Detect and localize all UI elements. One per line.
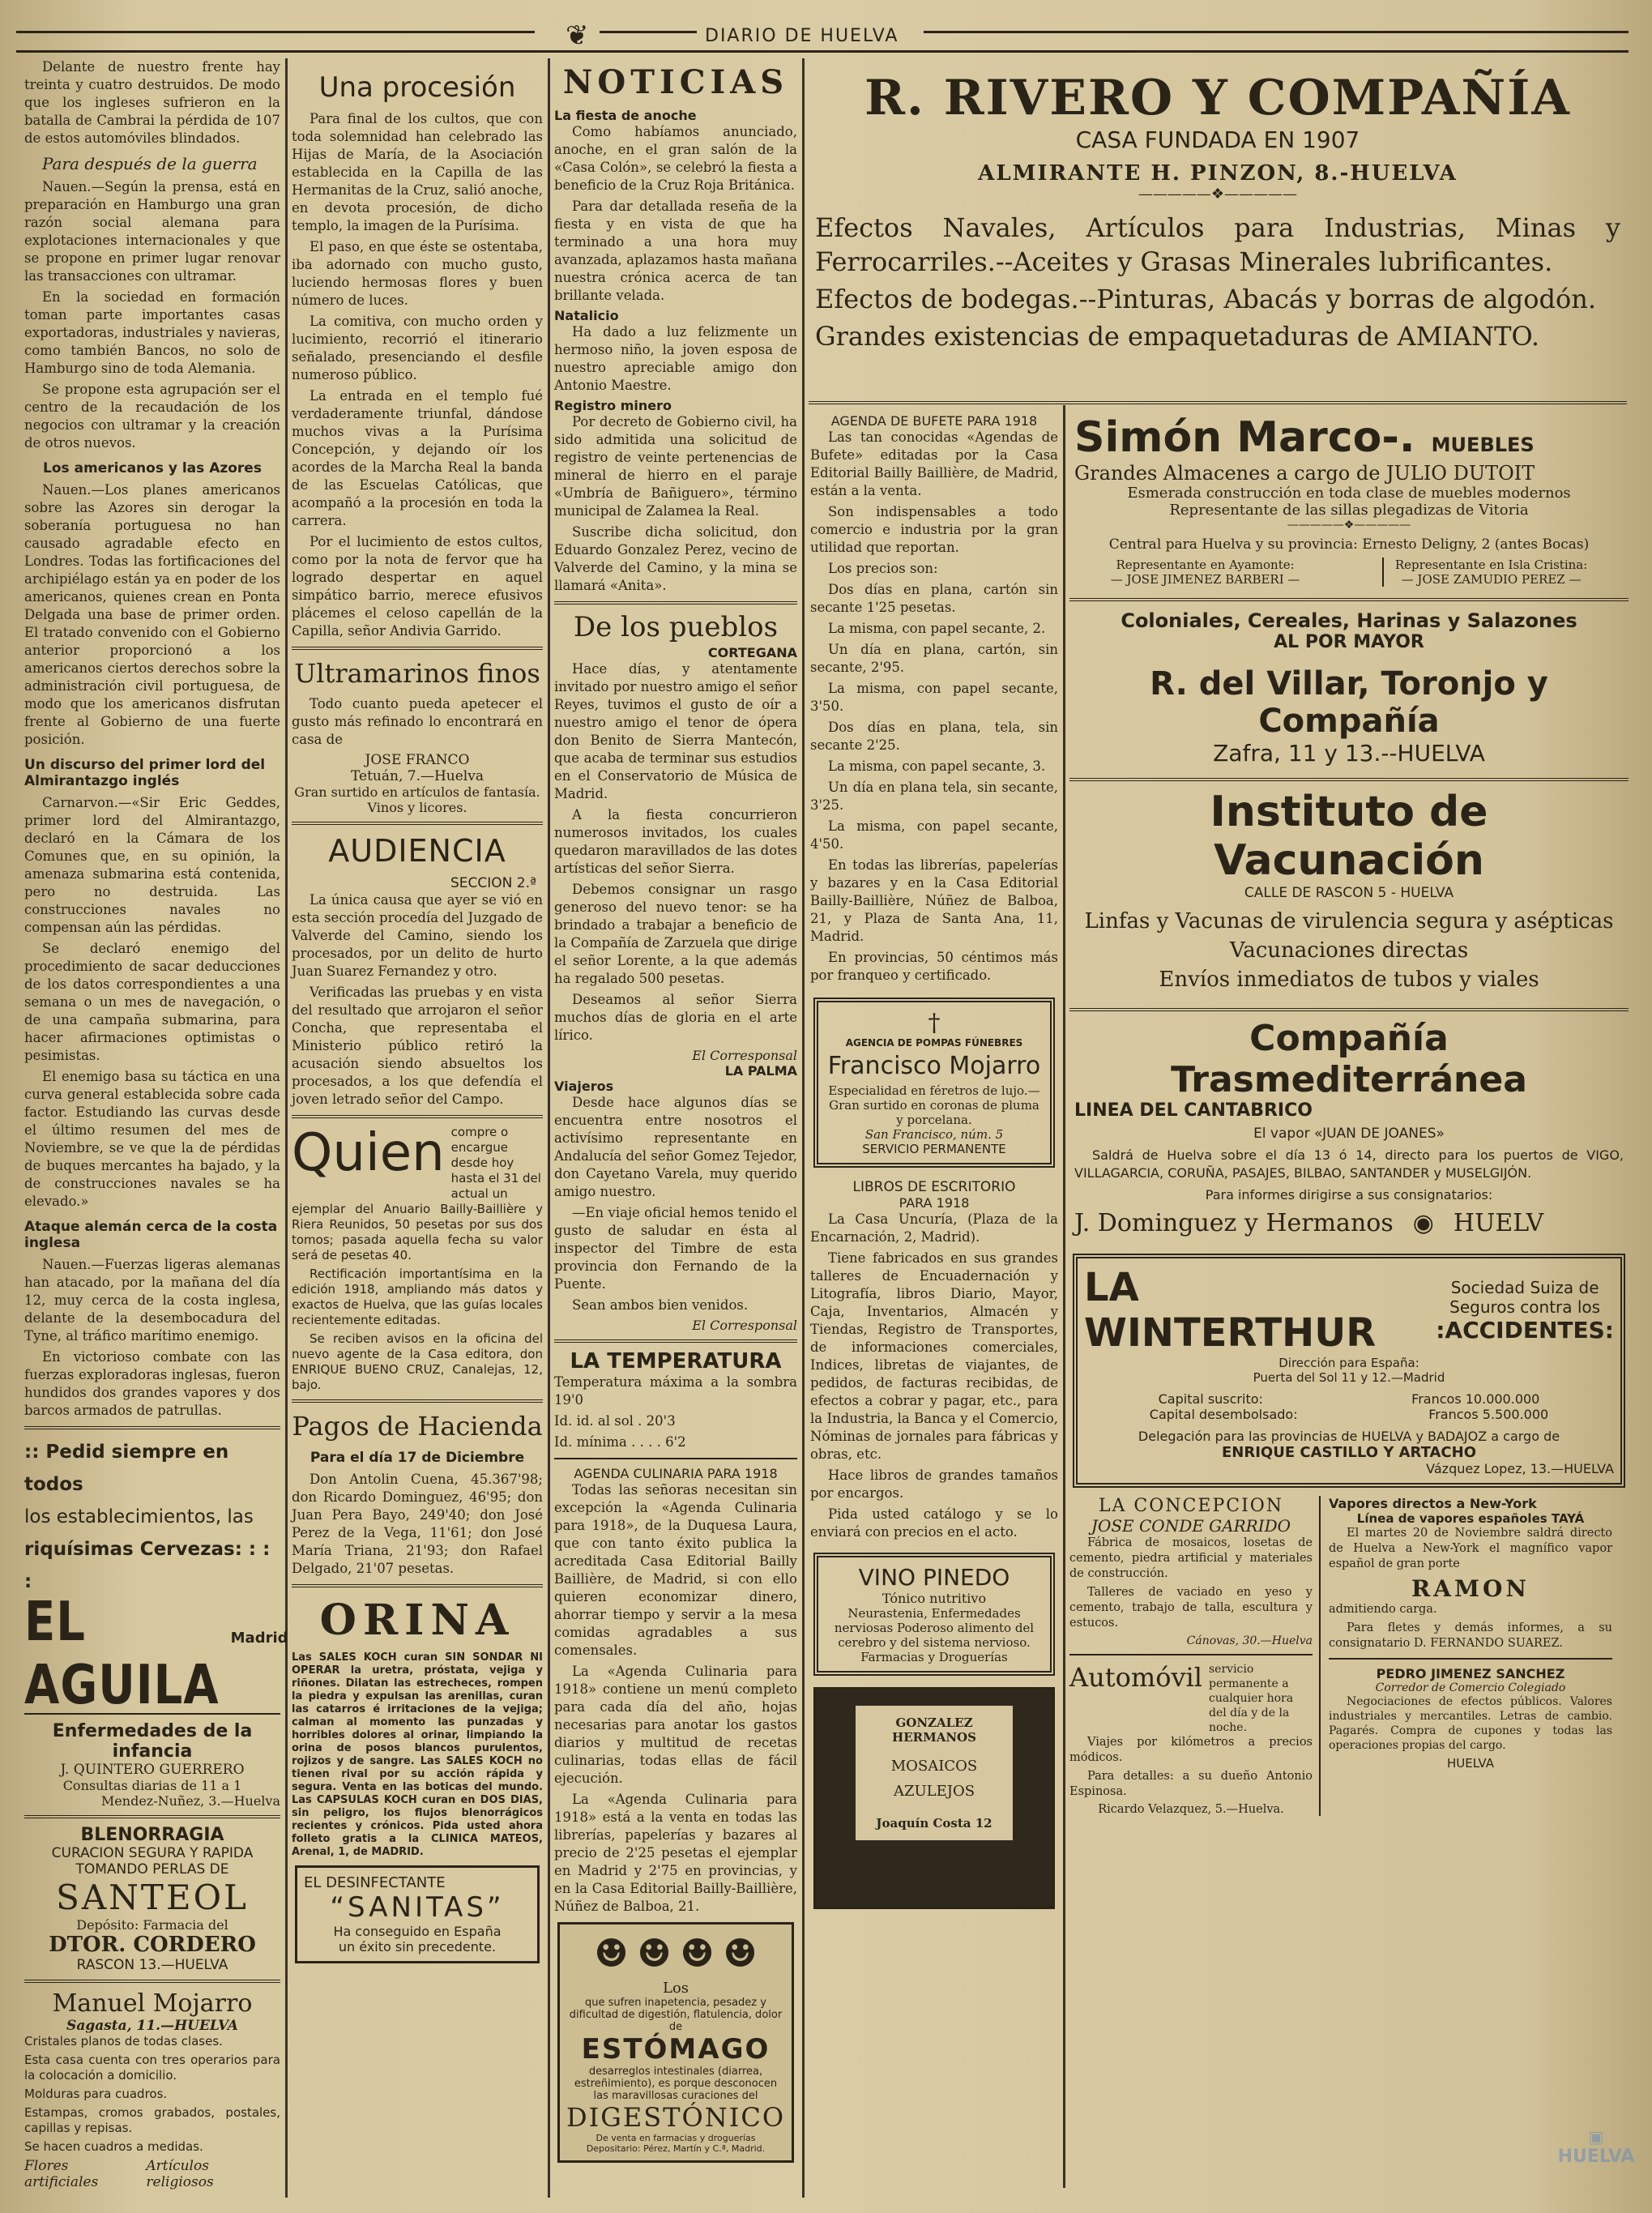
ad-mojarro-line: Estampas, cromos grabados, postales, capillas y repisas. <box>24 2105 280 2135</box>
byline: El Corresponsal <box>692 1318 797 1333</box>
ad-jimenez-sub: Corredor de Comercio Colegiado <box>1375 1681 1566 1694</box>
ad-simon-title: Simón Marco-. <box>1074 413 1415 462</box>
ad-vacunacion-title: Instituto de Vacunación <box>1210 788 1488 885</box>
paragraph: La entrada en el templo fué verdaderamente triunfal, dándose muchos vivas a la Purísima Concepción, y dejando oír los acordes de la Marcha Real la banda de las Escuelas Católicas, que acompañó a la procesión en toda la carrera. <box>292 388 543 528</box>
subheadline: Para el día 17 de Diciembre <box>309 1450 525 1466</box>
ad-digestonico-big: ESTÓMAGO <box>581 2033 771 2066</box>
ad-trasmediterranea-line: Para informes dirigirse a sus consignatarios: <box>1205 1187 1493 1203</box>
ad-mojarro-line: Artículos religiosos <box>146 2158 214 2190</box>
ad-funebres-line: AGENCIA DE POMPAS FÚNEBRES <box>845 1037 1023 1049</box>
paragraph: Desde hace algunos días se encuentra entre nosotros el activísimo representante en Andalucía del señor Gomez Tejedor, don Cayetano Varela, muy querido amigo nuestro. <box>554 1095 797 1199</box>
paragraph: Todo cuanto pueda apetecer el gusto más refinado lo encontrará en casa de <box>292 696 543 747</box>
divider <box>24 1980 280 1983</box>
ad-blenorragia-sub: TOMANDO PERLAS DE <box>75 1861 229 1878</box>
ad-newyork-title: Vapores directos a New-York <box>1329 1496 1537 1511</box>
ornament-icon: —————❖————— <box>1287 519 1411 532</box>
ad-infancia-hours: Consultas diarias de 11 a 1 <box>62 1778 242 1793</box>
divider <box>554 1339 797 1343</box>
paragraph: Los precios son: <box>828 561 938 576</box>
ad-winterthur-value: Francos 5.500.000 <box>1428 1407 1549 1422</box>
paragraph: Fábrica de mosaicos, losetas de cemento, piedra artificial y materiales de construcción. <box>1069 1536 1313 1580</box>
paragraph: Un día en plana tela, sin secante, 3'25. <box>810 780 1058 813</box>
headline: Para después de la guerra <box>42 154 258 173</box>
ad-rivero <box>809 58 1627 399</box>
byline: El Corresponsal <box>692 1048 797 1063</box>
ad-orina-text: Las SALES KOCH curan SIN SONDAR NI OPERAR la uretra, próstata, vejiga y riñones. Dilatan las estrecheces, rompen la piedra y expulsan las arenillas, curan las catarros é irritaciones de la vejiga; calman al momento las punzadas y horribles dolores al orinar, limpiando la orina de posos blancos purulentos, rojizos y de sangre. Las SALES KOCH no tienen rival por su acción rápida y segura. Venta en las boticas del mundo. Las CAPSULAS KOCH curan en DOS DIAS, sin peligro, los flujos blenorrágicos recientes y crónicos. Pida usted ahora folleto gratis a la CLINICA MATEOS, Arenal, 1, de MADRID. <box>292 1651 543 1858</box>
column-divider <box>1063 405 1065 2188</box>
column-divider <box>802 58 805 2198</box>
ad-rivero-address: ALMIRANTE H. PINZON, 8.-HUELVA <box>978 161 1458 186</box>
headline: AGENDA DE BUFETE PARA 1918 <box>830 413 1038 429</box>
ad-simon-line: — JOSE JIMENEZ BARBERI — <box>1110 572 1300 587</box>
paragraph: Son indispensables a todo comercio e industria por la gran utilidad que reportan. <box>810 504 1058 555</box>
ad-quien-head <box>292 1125 543 1202</box>
ad-sanitas-brand: “SANITAS” <box>330 1891 505 1924</box>
ad-automovil-title: Automóvil <box>1069 1662 1202 1693</box>
subheadline: CORTEGANA <box>707 645 797 660</box>
bullet-icon: ◉ <box>1412 1209 1434 1237</box>
paragraph: Debemos consignar un rasgo generoso del nuevo tenor: se ha brindado a trabajar a beneficio de la Compañía de Zarzuela que dirige el señor Lorente, a la que además ha regalado 500 pesetas. <box>554 882 797 986</box>
column-divider <box>285 58 288 2198</box>
column-3 <box>554 58 797 2198</box>
ad-mojarro-line: Cristales planos de todas clases. <box>24 2034 223 2049</box>
headline: Ataque alemán cerca de la costa inglesa <box>24 1219 278 1251</box>
ad-ultramarinos-name: JOSE FRANCO <box>365 752 470 768</box>
ad-mojarro-line: Molduras para cuadros. <box>24 2087 168 2101</box>
column-5 <box>1069 413 1629 2196</box>
subheadline: SECCION 2.ª <box>450 875 536 891</box>
paragraph: Rectificación importantísima en la edición 1918, ampliando más datos y exactos de Huelva, que las guías locales recientemente editadas. <box>292 1267 543 1327</box>
ad-winterthur-title: LA WINTERTHUR <box>1084 1265 1377 1356</box>
paragraph: admitiendo carga. <box>1329 1603 1437 1616</box>
headline: Los americanos y las Azores <box>43 460 262 476</box>
paragraph: Para dar detallada reseña de la fiesta y en vista de que ha terminado a una hora muy avanzada, aplazamos hasta mañana nuestra crónica acerca de tan brillante velada. <box>554 199 797 303</box>
paragraph: Un día en plana, cartón, sin secante, 2'95. <box>810 642 1058 675</box>
ornament-icon: ❦ <box>566 19 589 52</box>
ad-winterthur-capital <box>1084 1391 1614 1407</box>
ad-aguila-line: los establecimientos, las <box>24 1506 254 1527</box>
paragraph: Nauen.—Según la prensa, está en preparación en Hamburgo una gran razón social alemana para explotaciones internacionales y que se propone en primer lugar renovar las transacciones con ultramar. <box>24 179 280 284</box>
ad-gonzalez-line: Joaquín Costa 12 <box>876 1816 992 1831</box>
ad-winterthur-line: Sociedad Suiza de <box>1450 1277 1599 1297</box>
paragraph: Pida usted catálogo y se lo enviará con precios en el acto. <box>810 1506 1058 1540</box>
headline: Un discurso del primer lord del Almirantazgo inglés <box>24 757 266 789</box>
ad-winterthur-head <box>1084 1265 1614 1356</box>
ad-concepcion-title: LA CONCEPCION <box>1098 1496 1284 1516</box>
ad-funebres-line: SERVICIO PERMANENTE <box>862 1142 1006 1156</box>
ad-gonzalez-line: AZULEJOS <box>893 1783 975 1800</box>
ad-aguila-brand-row <box>24 1591 288 1717</box>
ad-concepcion-name: JOSE CONDE GARRIDO <box>1091 1516 1291 1536</box>
ad-digestonico-brand: DIGESTÓNICO <box>566 2102 786 2133</box>
paragraph: Don Antolin Cuena, 45.367'98; don Ricardo Dominguez, 46'95; don Juan Pera Bayo, 249'40; don José Perez de la Vega, 11'61; don José María Triana, 21'93; don Rafael Delgado, 21'07 pesetas. <box>292 1472 543 1576</box>
ad-blenorragia-doctor: DTOR. CORDERO <box>49 1933 256 1957</box>
ad-rivero-line: Efectos de bodegas.--Pinturas, Abacás y borras de algodón. <box>815 284 1597 314</box>
ad-trasmediterranea-title: Compañía Trasmediterránea <box>1171 1018 1527 1100</box>
ad-simon-line: Central para Huelva y su provincia: Ernesto Deligny, 2 (antes Bocas) <box>1108 536 1590 553</box>
ad-jimenez-city: HUELVA <box>1446 1756 1494 1771</box>
ad-vino-pinedo-line: Tónico nutritivo <box>881 1591 987 1606</box>
paragraph: Deseamos al señor Sierra muchos días de gloria en el arte lírico. <box>554 992 797 1043</box>
ad-vacunacion-line: Vacunaciones directas <box>1229 938 1469 963</box>
ad-ultramarinos-line: Gran surtido en artículos de fantasía. <box>294 784 540 800</box>
paragraph: Nauen.—Fuerzas ligeras alemanas han atacado, por la mañana del día 12, muy cerca de la costa inglesa, delante de la desembocadura del Tyne, al tráfico marítimo enemigo. <box>24 1257 280 1344</box>
ad-trasmediterranea-line: Saldrá de Huelva sobre el día 13 ó 14, directo para los puertos de VIGO, VILLAGARCIA, CORUÑA, PASAJES, BILBAO, SANTANDER y MUSELGIJÓN. <box>1074 1147 1624 1181</box>
divider <box>292 1584 543 1587</box>
ad-automovil-side: servicio permanente a cualquier hora del día y de la noche. <box>1209 1663 1294 1734</box>
paragraph: La Casa Uncuría, (Plaza de la Encarnación, 2, Madrid). <box>810 1211 1058 1245</box>
paragraph: ejemplar del Anuario Bailly-Baillière y Riera Reunidos, 50 pesetas por sus dos tomos; pasada aquella fecha su valor será de pesetas 40. <box>292 1202 543 1262</box>
paragraph: Ha dado a luz felizmente un hermoso niño, la joven esposa de nuestro apreciable amigo don Antonio Maestre. <box>554 324 797 393</box>
paragraph: Talleres de vaciado en yeso y cemento, trabajo de talla, escultura y estucos. <box>1069 1586 1313 1630</box>
paragraph: La «Agenda Culinaria para 1918» contiene un menú completo para cada día del año, hojas necesarias para anotar los gastos diarios y multitud de recetas culinarias, todas ellas de fácil ejecución. <box>554 1664 797 1786</box>
subheadline: LA PALMA <box>724 1063 797 1079</box>
ad-funebres-line: Especialidad en féretros de lujo.—Gran surtido en coronas de pluma y porcelana. <box>828 1083 1040 1127</box>
ad-mojarro-name: Manuel Mojarro <box>52 1989 253 2018</box>
ad-aguila-line: riquísimas Cervezas: : : : <box>24 1539 271 1592</box>
bottom-ads-row <box>1069 1496 1629 1816</box>
column-2 <box>292 58 543 2198</box>
divider <box>554 1458 797 1459</box>
paragraph: En victorioso combate con las fuerzas exploradoras inglesas, fueron hundidos dos grandes vapores y dos barcos armados de patrullas. <box>24 1349 280 1418</box>
masthead-title: DIARIO DE HUELVA <box>705 26 899 46</box>
ad-mojarro-line: Esta casa cuenta con tres operarios para la colocación a domicilio. <box>24 2053 280 2083</box>
ad-funebres-name: Francisco Mojarro <box>827 1052 1041 1080</box>
ad-trasmediterranea-line: El vapor «JUAN DE JOANES» <box>1253 1126 1445 1142</box>
ad-blenorragia-brand: SANTEOL <box>56 1878 249 1917</box>
divider <box>292 647 543 650</box>
ad-simon-reps <box>1069 558 1629 587</box>
ad-winterthur-line: Vázquez Lopez, 13.—HUELVA <box>1426 1461 1614 1476</box>
divider <box>292 1115 543 1118</box>
divider <box>554 601 797 605</box>
ad-aguila-line: :: Pedid siempre en todos <box>24 1442 229 1495</box>
paragraph: El martes 20 de Noviembre saldrá directo de Huelva a New-York el magnífico vapor español de gran porte <box>1329 1527 1612 1570</box>
ornament-icon: —————❖————— <box>1138 186 1298 203</box>
ad-winterthur <box>1073 1254 1625 1488</box>
paragraph: Se propone esta agrupación ser el centro de la recaudación de los negocios con ultramar y la creación de otros nuevos. <box>24 382 280 451</box>
ad-digestonico-line: De venta en farmacias y droguerías <box>595 2133 756 2143</box>
temperature-row: Id. mínima . . . . 6'2 <box>554 1434 686 1450</box>
ad-trasmediterranea-line: J. Dominguez y Hermanos <box>1074 1209 1394 1237</box>
ad-simon-line: — JOSE ZAMUDIO PEREZ — <box>1401 572 1582 587</box>
paragraph: A la fiesta concurrieron numerosos invitados, los cuales quedaron maravillados de las dotes artísticas del señor Sierra. <box>554 807 797 876</box>
headline: LA TEMPERATURA <box>570 1349 782 1374</box>
divider <box>1329 1658 1612 1660</box>
paragraph: Negociaciones de efectos públicos. Valores industriales y mercantiles. Letras de cambio. Pagarés. Compra de cupones y todas las operaciones propias del cargo. <box>1329 1695 1612 1752</box>
ad-mojarro-footer <box>24 2158 280 2190</box>
ad-coloniales-sub: AL POR MAYOR <box>1274 632 1424 652</box>
ad-infancia-title: Enfermedades de la infancia <box>52 1721 253 1762</box>
divider <box>809 401 1627 404</box>
paragraph: La comitiva, con mucho orden y lucimiento, recorrió el itinerario señalado, presenciando el desfile numeroso público. <box>292 314 543 382</box>
paragraph: En todas las librerías, papelerías y bazares y en la Casa Editorial Bailly-Baillière, Núñez de Balboa, 21, y Plaza de Santa Ana, 11, Madrid. <box>810 857 1058 944</box>
paragraph: Dos días en plana, cartón sin secante 1'25 pesetas. <box>810 582 1058 615</box>
masthead-rule-left <box>16 31 535 33</box>
ad-coloniales-name: R. del Villar, Toronjo y Compañía <box>1150 665 1548 740</box>
ad-trasmediterranea-agents <box>1074 1209 1624 1237</box>
headline: Pagos de Hacienda <box>292 1411 543 1442</box>
divider <box>24 1426 280 1429</box>
ad-mojarro-line: Flores artificiales <box>24 2158 99 2190</box>
headline: NOTICIAS <box>562 63 789 101</box>
subheadline: PARA 1918 <box>899 1195 970 1211</box>
ad-winterthur-value: Francos 10.000.000 <box>1411 1391 1540 1407</box>
ad-trasmediterranea-sub: LINEA DEL CANTABRICO <box>1074 1100 1313 1121</box>
ad-newyork-sub: Línea de vapores españoles TAYÁ <box>1356 1511 1585 1526</box>
paragraph: Todas las señoras necesitan sin excepción la «Agenda Culinaria para 1918», de la Duquesa Laura, que con tanto éxito publica la acreditada Casa Editorial Bailly Baillière, de Madrid, si con ello quieren economizar dinero, ahorrar tiempo y servir a la mesa comidas agradables a sus comensales. <box>554 1482 797 1658</box>
masthead <box>16 18 1629 53</box>
bottom-ads-right <box>1329 1496 1612 1816</box>
ad-simon-rep <box>1111 558 1300 587</box>
ad-mojarro-address: Sagasta, 11.—HUELVA <box>66 2018 238 2034</box>
ad-vacunacion-line: Envíos inmediatos de tubos y viales <box>1159 968 1539 992</box>
divider <box>292 822 543 825</box>
paragraph: La misma, con papel secante, 2. <box>828 621 1046 636</box>
ad-quien-side: compre o encargue desde hoy hasta el 31 del actual un <box>450 1125 541 1201</box>
ad-vino-pinedo-title: VINO PINEDO <box>858 1564 1010 1591</box>
ad-digestonico <box>557 1922 794 2163</box>
ad-digestonico-line: desarreglos intestinales (diarrea, estreñimiento), es porque desconocen las maravillosas curaciones del <box>574 2066 778 2102</box>
ad-ultramarinos-title: Ultramarinos finos <box>294 658 540 689</box>
archive-watermark-text: HUELVA <box>1557 2147 1635 2167</box>
column-1 <box>24 58 288 2198</box>
paragraph: Las tan conocidas «Agendas de Bufete» editadas por la Casa Editorial Bailly Baillière, de Madrid, están a la venta. <box>810 429 1058 498</box>
divider <box>1069 1008 1629 1011</box>
ad-rivero-sub: CASA FUNDADA EN 1907 <box>1075 126 1360 153</box>
ad-simon-line: Representante en Ayamonte: <box>1116 558 1295 572</box>
ad-vino-pinedo-line: Farmacias y Droguerías <box>860 1650 1008 1664</box>
headline: AUDIENCIA <box>328 833 506 869</box>
ad-orina-title: ORINA <box>319 1596 515 1645</box>
ad-jimenez-name: PEDRO JIMENEZ SANCHEZ <box>1376 1666 1565 1681</box>
headline: LIBROS DE ESCRITORIO <box>852 1179 1016 1195</box>
paragraph: Verificadas las pruebas y en vista del resultado que arrojaron el señor Concha, que representaba el Ministerio público retiró la acusación siendo absueltos los procesados, a los que defendía el joven letrado señor del Campo. <box>292 985 543 1107</box>
ad-winterthur-side <box>1436 1278 1614 1344</box>
paragraph: Se declaró enemigo del procedimiento de sacar deducciones de los datos correspondientes a una semana o un mes de navegación, o de una campaña submarina, para hacer afirmaciones optimistas o pesimistas. <box>24 941 280 1063</box>
ad-winterthur-line: Dirección para España: <box>1278 1356 1419 1370</box>
archive-logo-icon: ▣ <box>1588 2127 1604 2147</box>
paragraph: El enemigo basa su táctica en una curva general establecida sobre cada factor. Estudiando las curvas desde el último resumen del mes de Noviembre, se ve que la de pérdidas de buques mercantes ha bajado, y la de construcciones navales se ha elevado.» <box>24 1069 280 1209</box>
figure-icon: ☻ <box>723 1931 758 1976</box>
paragraph: En provincias, 50 céntimos más por franqueo y certificado. <box>810 950 1058 983</box>
ad-vino-pinedo-line: Neurastenia, Enfermedades nerviosas Poderoso alimento del cerebro y del sistema nervioso. <box>834 1606 1035 1650</box>
ad-winterthur-capital <box>1084 1407 1614 1422</box>
paragraph: Dos días en plana, tela, sin secante 2'25. <box>810 720 1058 753</box>
paragraph: La «Agenda Culinaria para 1918» está a la venta en todas las librerías, papelerías y bazares al precio de 2'25 pesetas el ejemplar en Madrid y 2'75 en provincias, y en la Casa Editorial Bailly-Baillière, Núñez de Balboa, 21. <box>554 1792 797 1914</box>
ad-winterthur-line: ENRIQUE CASTILLO Y ARTACHO <box>1221 1444 1476 1461</box>
paragraph: Se reciben avisos en la oficina del nuevo agente de la Casa editora, don ENRIQUE BUENO CRUZ, Canalejas, 12, bajo. <box>292 1331 543 1392</box>
ad-aguila-brand: EL AGUILA <box>24 1591 220 1717</box>
archive-watermark <box>1556 2127 1637 2200</box>
ad-blenorragia-depot: Depósito: Farmacia del <box>76 1917 228 1933</box>
ad-coloniales-title: Coloniales, Cereales, Harinas y Salazones <box>1121 609 1577 632</box>
figure-icon: ☻ <box>680 1931 715 1976</box>
cross-icon: † <box>928 1009 941 1037</box>
ad-infancia-doctor: J. QUINTERO GUERRERO <box>60 1762 245 1778</box>
ad-winterthur-line: Capital desembolsado: <box>1149 1407 1298 1422</box>
divider <box>292 1399 543 1403</box>
paragraph: Suscribe dicha solicitud, don Eduardo Gonzalez Perez, vecino de Valverde del Camino, y la mina se llamará «Anita». <box>554 524 797 593</box>
ad-sanitas <box>295 1865 540 1963</box>
temperature-row: Id. id. al sol . 20'3 <box>554 1413 676 1429</box>
ad-digestonico-line: Depositario: Pérez, Martín y C.ª, Madrid. <box>586 2143 766 2154</box>
ad-vacunacion-line: Linfas y Vacunas de virulencia segura y asépticas <box>1084 909 1614 933</box>
masthead-rule-mid <box>600 31 697 33</box>
ad-simon-head <box>1074 413 1629 462</box>
headline: AGENDA CULINARIA PARA 1918 <box>574 1466 778 1481</box>
paragraph: Para detalles: a su dueño Antonio Espinosa. <box>1069 1770 1313 1798</box>
ad-rivero-line: Efectos Navales, Artículos para Industrias, Minas y Ferrocarriles.--Aceites y Grasas Minerales lubrificantes. <box>815 212 1620 277</box>
paragraph: Tiene fabricados en sus grandes talleres de Encuadernación y Litografía, libros Diario, Mayor, Caja, Inventarios, Almacén y Tiendas, Registro de Transportes, de informaciones comerciales, Indices, libretas de viajantes, de pedidos, de facturas recibidas, de efectos a cobrar y pagar, etc., para la Industria, la Banca y el Comercio, Nóminas de jornales para fábricas y obras, etc. <box>810 1250 1058 1462</box>
ad-simon-line: Representante en Isla Cristina: <box>1394 558 1588 572</box>
subheadline: La fiesta de anoche <box>554 108 697 123</box>
divider <box>1069 1654 1313 1655</box>
ad-mojarro-line: Se hacen cuadros a medidas. <box>24 2139 203 2154</box>
ad-vino-pinedo <box>813 1553 1055 1676</box>
headline: Una procesión <box>318 71 516 104</box>
ad-coloniales-address: Zafra, 11 y 13.--HUELVA <box>1213 740 1485 767</box>
paragraph: La única causa que ayer se vió en esta sección procedía del Juzgado de Valverde del Camino, siendo los procesados, por un delito de hurto Juan Suarez Fernandez y otro. <box>292 892 543 979</box>
ad-funebres <box>813 998 1055 1168</box>
ad-gonzalez-panel <box>856 1706 1013 1840</box>
paragraph: El paso, en que éste se ostentaba, iba adornado con mucho gusto, luciendo hermosas flores y buen número de luces. <box>292 239 543 308</box>
paragraph: La misma, con papel secante, 4'50. <box>810 818 1058 852</box>
temperature-row: Temperatura máxima a la sombra 19'0 <box>554 1374 797 1408</box>
paragraph: En la sociedad en formación toman parte importantes casas exportadoras, industriales y navieras, como también Bancos, no solo de Hamburgo sino de toda Alemania. <box>24 289 280 376</box>
ad-blenorragia-sub: CURACION SEGURA Y RAPIDA <box>51 1845 254 1861</box>
paragraph: La misma, con papel secante, 3. <box>828 758 1046 774</box>
ad-gonzalez-line: GONZALEZ HERMANOS <box>892 1715 976 1745</box>
bottom-ads-left <box>1069 1496 1321 1816</box>
ad-funebres-address: San Francisco, núm. 5 <box>864 1127 1004 1142</box>
divider <box>1069 778 1629 781</box>
paragraph: La misma, con papel secante, 3'50. <box>810 681 1058 714</box>
column-divider <box>548 58 550 2198</box>
ad-digestonico-line: que sufren inapetencia, pesadez y dificultad de digestión, flatulencia, dolor de <box>569 1997 783 2033</box>
column-4 <box>810 413 1058 2196</box>
ad-automovil-head <box>1069 1662 1313 1735</box>
subheadline: Viajeros <box>554 1079 614 1094</box>
ad-gonzalez-line: MOSAICOS <box>890 1758 978 1775</box>
ad-infancia-address: Mendez-Nuñez, 3.—Huelva <box>100 1793 280 1809</box>
ad-blenorragia-title: BLENORRAGIA <box>80 1825 224 1845</box>
headline: De los pueblos <box>573 611 779 643</box>
ad-winterthur-line: Delegación para las provincias de HUELVA y BADAJOZ a cargo de <box>1138 1429 1560 1444</box>
ad-simon-tag: MUEBLES <box>1431 434 1535 456</box>
paragraph: Viajes por kilómetros a precios módicos. <box>1069 1736 1313 1764</box>
ad-winterthur-line: Seguros contra los <box>1449 1297 1601 1317</box>
ad-ultramarinos-line: Vinos y licores. <box>367 800 467 815</box>
ad-rivero-line: Grandes existencias de empaquetaduras de AMIANTO. <box>815 321 1539 352</box>
ad-digestonico-figures <box>566 1931 785 1980</box>
paragraph: Hace libros de grandes tamaños por encargos. <box>810 1468 1058 1501</box>
ad-digestonico-line: Los <box>662 1980 689 1997</box>
divider <box>1069 598 1629 601</box>
paragraph: Carnarvon.—«Sir Eric Geddes, primer lord del Almirantazgo, declaró en la Cámara de los Comunes que, en su opinión, la amenaza submarina está contenida, pero no destruida. Las construcciones navales no compensan aún las pérdidas. <box>24 795 280 935</box>
subheadline: Natalicio <box>554 308 619 323</box>
ad-quien-word: Quien <box>292 1123 445 1183</box>
ad-sanitas-line: un éxito sin precedente. <box>338 1939 497 1955</box>
ad-winterthur-line: :ACCIDENTES: <box>1436 1316 1614 1344</box>
paragraph: Hace días, y atentamente invitado por nuestro amigo el señor Reyes, tuvimos el gusto de oír a nuestro amigo el tenor de ópera don Benito de Sierra Mantecón, que acaba de terminar sus estudios en el Conservatorio de Música de Madrid. <box>554 661 797 801</box>
ad-simon-line: Representante de las sillas plegadizas de Vitoria <box>1169 502 1529 519</box>
ad-sanitas-line: EL DESINFECTANTE <box>304 1874 446 1891</box>
paragraph: Sean ambos bien venidos. <box>572 1297 749 1313</box>
ad-concepcion-address: Cánovas, 30.—Huelva <box>1186 1634 1313 1647</box>
ad-sanitas-line: Ha conseguido en España <box>333 1924 502 1939</box>
ad-gonzalez-hermanos <box>813 1687 1055 1909</box>
masthead-rule-right <box>924 31 1629 33</box>
ad-blenorragia-address: RASCON 13.—HUELVA <box>76 1957 228 1973</box>
figure-icon: ☻ <box>593 1931 629 1976</box>
paragraph: Para fletes y demás informes, a su consignatario D. FERNANDO SUAREZ. <box>1329 1621 1612 1650</box>
paragraph: Por el lucimiento de estos cultos, como por la nota de fervor que ha logrado despertar en aquel simpático barrio, merece efusivos plácemes el celoso capellán de la Capilla, señor Andivia Garrido. <box>292 534 543 639</box>
ad-winterthur-line: Capital suscrito: <box>1158 1391 1263 1407</box>
paragraph: Nauen.—Los planes americanos sobre las Azores sin derogar la soberanía portuguesa no han causado agradable efecto en Londres. Todas las fortificaciones del archipiélago están ya en poder de los americanos, quienes crean en Ponta Delgada una base de primer orden. El tratado convenido con el Gobierno anterior proporcionó a los americanos ciertos derechos sobre la administración civil portuguesa, de modo que los americanos disfrutan frente al Gobierno de una fuerte posición. <box>24 482 280 747</box>
ad-winterthur-line: Puerta del Sol 11 y 12.—Madrid <box>1253 1370 1445 1385</box>
paragraph: Para final de los cultos, que con toda solemnidad han celebrado las Hijas de María, de la Asociación establecida en la Capilla de las Hermanitas de la Cruz, salió anoche, en devota procesión, de dicho templo, la imagen de la Purísima. <box>292 111 543 233</box>
paragraph: Como habíamos anunciado, anoche, en el gran salón de la «Casa Colón», se celebró la fiesta a beneficio de la Cruz Roja Británica. <box>554 124 797 193</box>
ad-simon-line: Grandes Almacenes a cargo de JULIO DUTOIT <box>1074 462 1535 485</box>
paragraph: —En viaje oficial hemos tenido el gusto de saludar en ésta al inspector del Timbre de esta provincia don Fernando de la Puente. <box>554 1205 797 1292</box>
ad-vacunacion-address: CALLE DE RASCON 5 - HUELVA <box>1244 885 1454 901</box>
paragraph: Delante de nuestro frente hay treinta y cuatro destruidos. De modo que los ingleses sufrieron en la batalla de Cambrai la pérdida de 107 de estos automóviles blindados. <box>24 59 280 146</box>
subheadline: Registro minero <box>554 398 672 413</box>
ad-trasmediterranea-line: HUELV <box>1453 1209 1544 1237</box>
ad-simon-line: Esmerada construcción en toda clase de muebles modernos <box>1127 485 1571 502</box>
ad-newyork-ship: RAMON <box>1411 1575 1530 1602</box>
paragraph: Por decreto de Gobierno civil, ha sido admitida una solicitud de registro de veinte pertenencias de mineral de hierro en el paraje «Umbría de Bañiguero», término municipal de Zalamea la Real. <box>554 414 797 519</box>
divider <box>24 1815 280 1818</box>
ad-aguila-city: Madrid <box>230 1630 288 1647</box>
ad-ultramarinos-address: Tetuán, 7.—Huelva <box>351 768 484 784</box>
ad-rivero-title: R. RIVERO Y COMPAÑÍA <box>864 70 1571 126</box>
ad-simon-rep <box>1382 558 1587 587</box>
figure-icon: ☻ <box>636 1931 672 1976</box>
ad-automovil-address: Ricardo Velazquez, 5.—Huelva. <box>1098 1803 1284 1816</box>
